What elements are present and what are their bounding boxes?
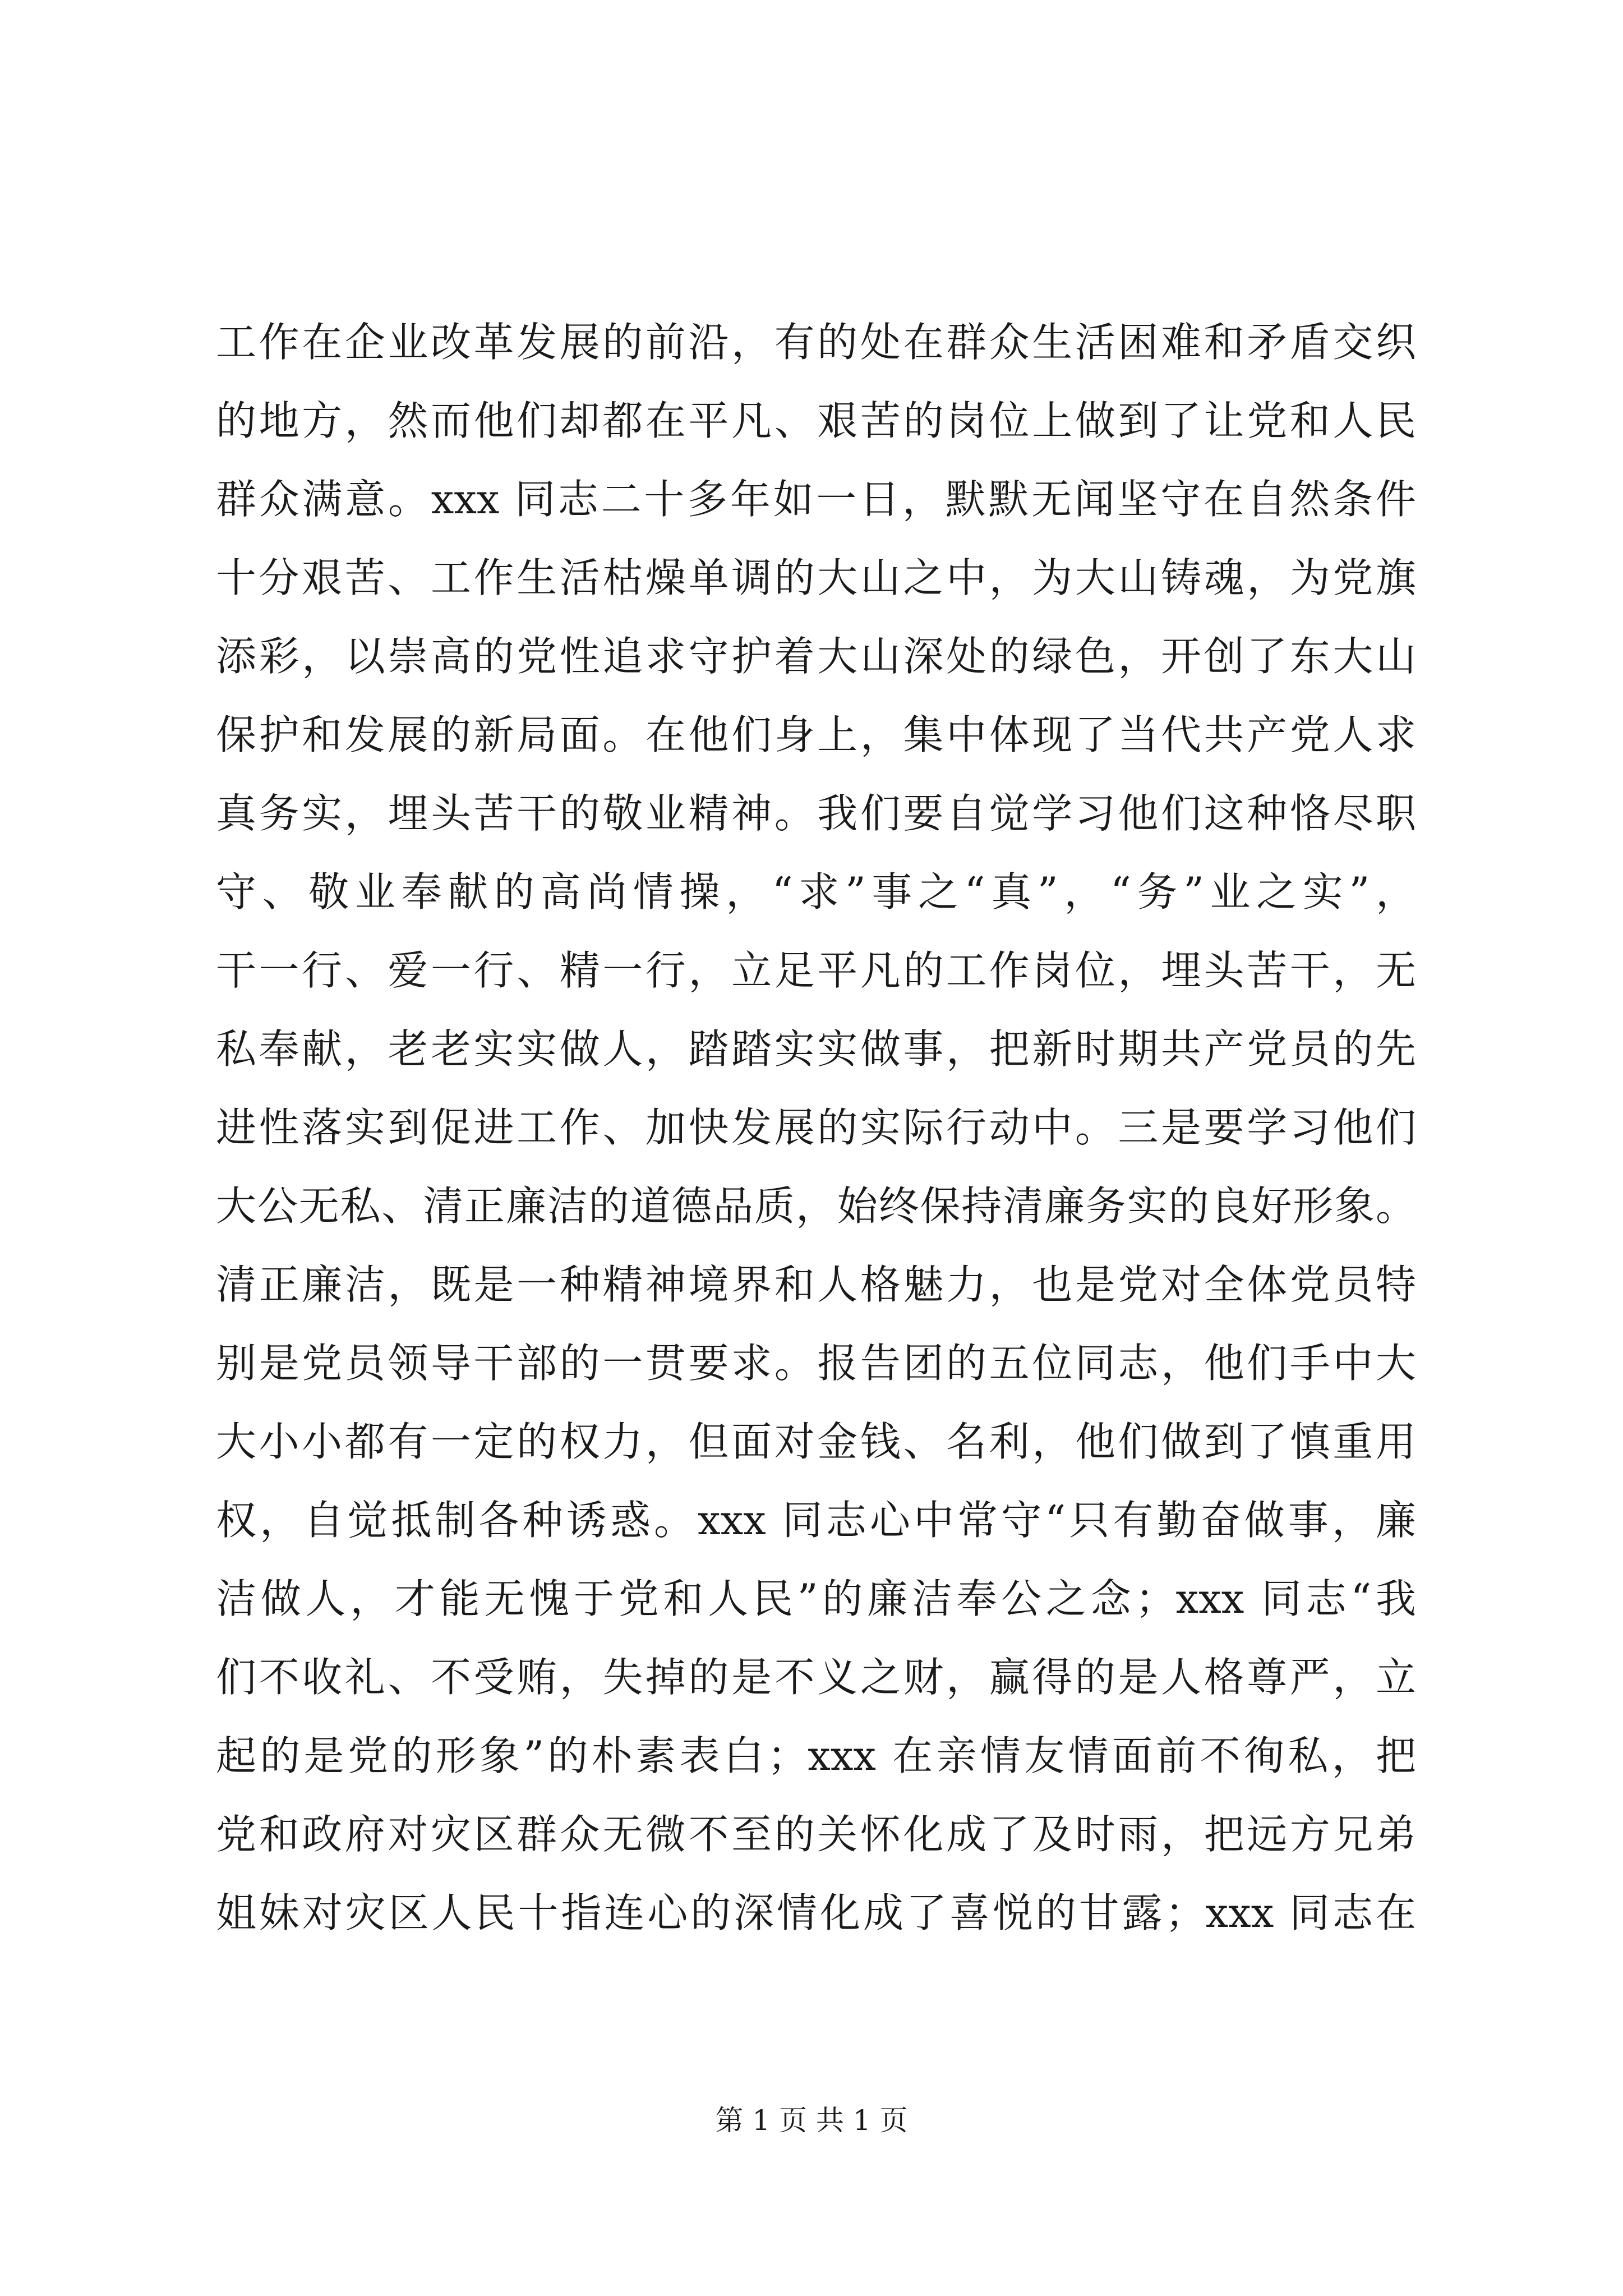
text-line: 守、敬业奉献的高尚情操，“求”事之“真”，“务”业之实”， bbox=[216, 868, 1416, 915]
text-line: 保护和发展的新局面。在他们身上，集中体现了当代共产党人求 bbox=[216, 711, 1416, 758]
body-text bbox=[216, 303, 1416, 1952]
text-line: 真务实，埋头苦干的敬业精神。我们要自觉学习他们这种恪尽职 bbox=[216, 790, 1416, 837]
text-line: 别是党员领导干部的一贯要求。报告团的五位同志，他们手中大 bbox=[216, 1340, 1416, 1387]
text-line: 工作在企业改革发展的前沿，有的处在群众生活困难和矛盾交织 bbox=[216, 319, 1416, 366]
text-line: 大公无私、清正廉洁的道德品质，始终保持清廉务实的良好形象。 bbox=[216, 1182, 1416, 1230]
text-line: 添彩，以崇高的党性追求守护着大山深处的绿色，开创了东大山 bbox=[216, 633, 1416, 680]
text-line: 党和政府对灾区群众无微不至的关怀化成了及时雨，把远方兄弟 bbox=[216, 1811, 1416, 1858]
text-line: 干一行、爱一行、精一行，立足平凡的工作岗位，埋头苦干，无 bbox=[216, 947, 1416, 994]
text-line: 起的是党的形象”的朴素表白；xxx 在亲情友情面前不徇私，把 bbox=[216, 1732, 1416, 1779]
text-line: 权，自觉抵制各种诱惑。xxx 同志心中常守“只有勤奋做事，廉 bbox=[216, 1497, 1416, 1544]
text-line: 大小小都有一定的权力，但面对金钱、名利，他们做到了慎重用 bbox=[216, 1418, 1416, 1465]
text-line: 的地方，然而他们却都在平凡、艰苦的岗位上做到了让党和人民 bbox=[216, 397, 1416, 444]
text-line: 进性落实到促进工作、加快发展的实际行动中。三是要学习他们 bbox=[216, 1104, 1416, 1151]
text-line: 洁做人，才能无愧于党和人民”的廉洁奉公之念；xxx 同志“我 bbox=[216, 1575, 1416, 1622]
text-line: 十分艰苦、工作生活枯燥单调的大山之中，为大山铸魂，为党旗 bbox=[216, 554, 1416, 601]
text-line: 清正廉洁，既是一种精神境界和人格魅力，也是党对全体党员特 bbox=[216, 1261, 1416, 1308]
text-line: 们不收礼、不受贿，失掉的是不义之财，赢得的是人格尊严，立 bbox=[216, 1654, 1416, 1701]
text-line: 群众满意。xxx 同志二十多年如一日，默默无闻坚守在自然条件 bbox=[216, 476, 1416, 523]
text-line: 私奉献，老老实实做人，踏踏实实做事，把新时期共产党员的先 bbox=[216, 1025, 1416, 1073]
page-number-footer: 第 1 页 共 1 页 bbox=[715, 2104, 908, 2137]
text-line: 姐妹对灾区人民十指连心的深情化成了喜悦的甘露；xxx 同志在 bbox=[216, 1889, 1416, 1936]
